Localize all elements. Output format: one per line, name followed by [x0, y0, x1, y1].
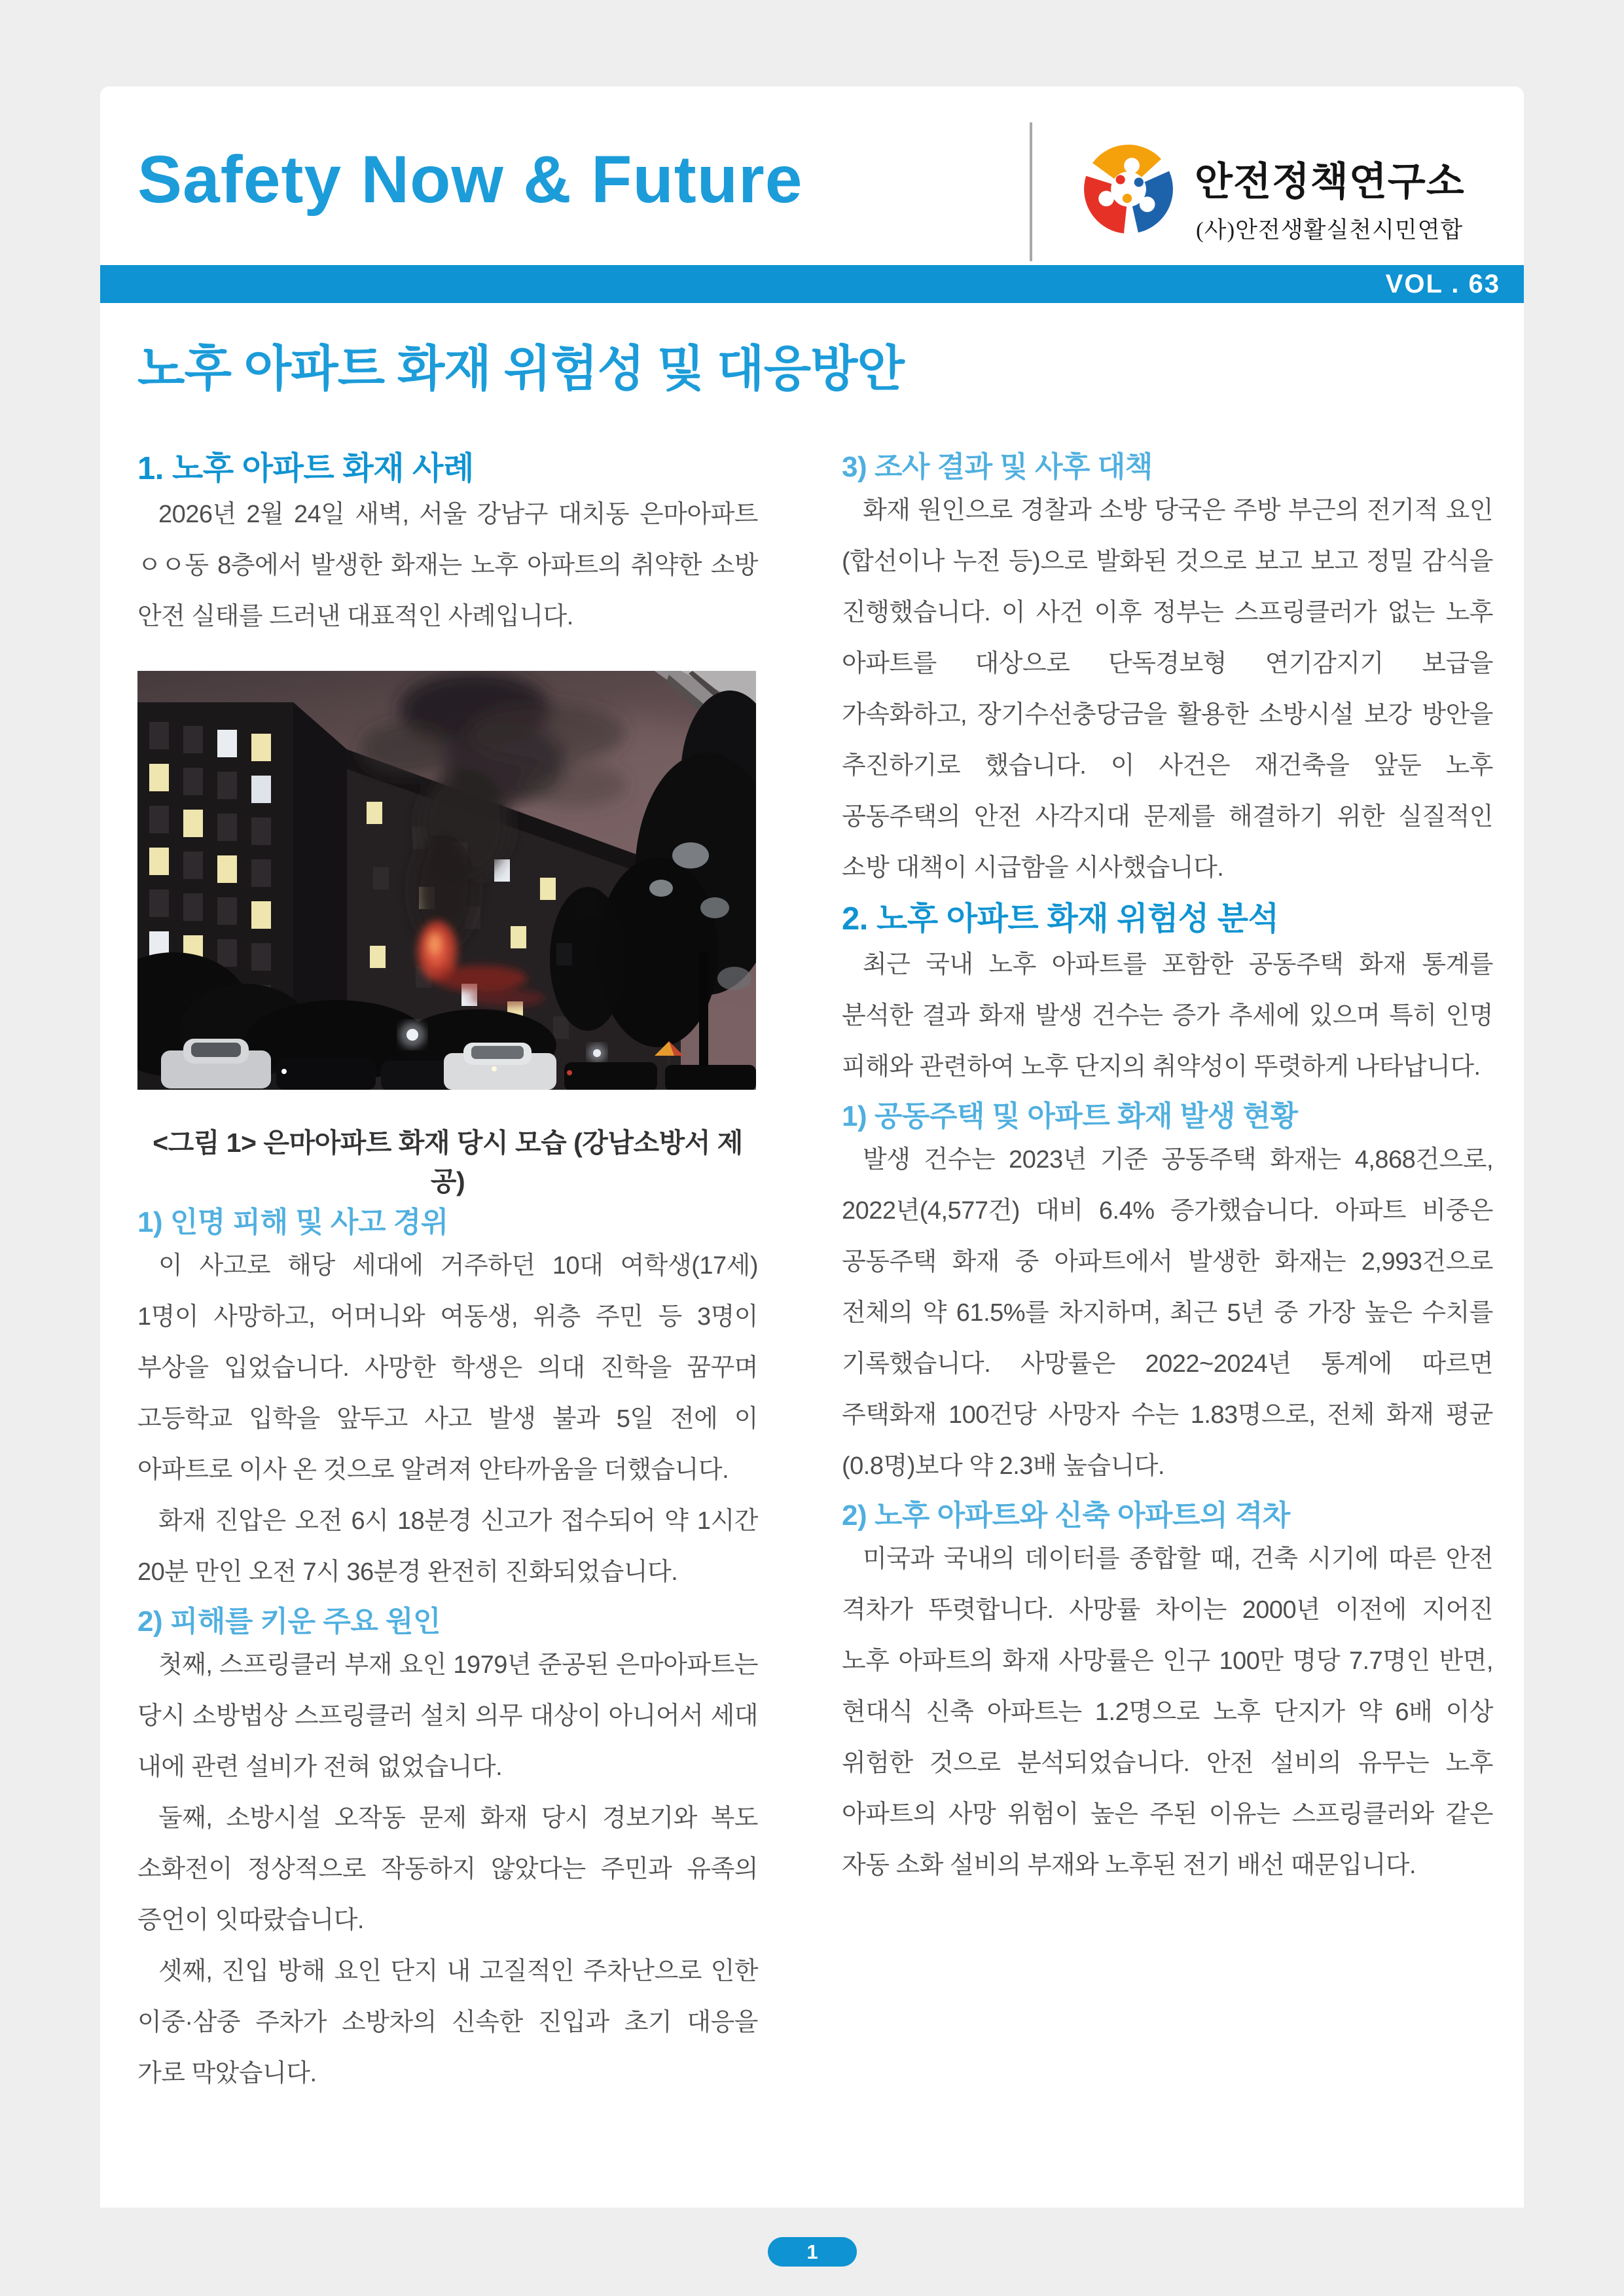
causes-paragraph-1: 첫째, 스프링클러 부재 요인 1979년 준공된 은마아파트는 당시 소방법상 스프링클러 설치 의무 대상이 아니어서 세대 내에 관련 설비가 전혀 없었습니다. [137, 1651, 758, 1781]
sub-heading-investigation: 3) 조사 결과 및 사후 대책 [842, 451, 1153, 483]
casualties-paragraph-2: 화재 진압은 오전 6시 18분경 신고가 접수되어 약 1시간 20분 만인 오전 7시 36분경 완전히 진화되었습니다. [137, 1507, 758, 1586]
figure-1 [137, 671, 758, 1198]
brand-title: Safety Now & Future [137, 142, 803, 217]
causes-paragraph-3: 셋째, 진입 방해 요인 단지 내 고질적인 주차난으로 인한 이중·삼중 주차가 소방차의 신속한 진입과 초기 대응을 가로 막았습니다. [137, 1958, 758, 2087]
figure-1-caption: <그림 1> 은마아파트 화재 당시 모습 (강남소방서 제공) [153, 1128, 743, 1196]
apartment-fire-photo [137, 671, 756, 1090]
fire-statistics-paragraph: 발생 건수는 2023년 기준 공동주택 화재는 4,868건으로, 2022년(4,577건) 대비 6.4% 증가했습니다. 아파트 비중은 공동주택 화재 중 아파트에서 발생한 화재는 2,993건으로 전체의 약 61.5%를 차지하며, 최근 5년 중 가장 높은 수치를 기록했습니다. 사망률은 2022~2024년 통계에 따르면 주택화재 100건당 사망자 수는 1.83명으로, 전체 화재 평균(0.8명)보다 약 2.3배 높습니다. [842, 1146, 1493, 1480]
page-title: 노후 아파트 화재 위험성 및 대응방안 [137, 341, 904, 396]
page-number-badge: 1 [768, 2237, 857, 2267]
safety-coalition-logo-icon [1077, 137, 1180, 241]
sub-heading-causes: 2) 피해를 키운 주요 원인 [137, 1605, 441, 1638]
causes-paragraph-2: 둘째, 소방시설 오작동 문제 화재 당시 경보기와 복도 소화전이 정상적으로 작동하지 않았다는 주민과 유족의 증언이 잇따랐습니다. [137, 1804, 758, 1934]
section-1-intro: 2026년 2월 24일 새벽, 서울 강남구 대치동 은마아파트 ㅇㅇ동 8층에서 발생한 화재는 노후 아파트의 취약한 소방 안전 실태를 드러낸 대표적인 사례입니다. [137, 501, 758, 630]
section-1-heading: 1. 노후 아파트 화재 사례 [137, 451, 474, 486]
left-column [137, 443, 758, 2099]
newsletter-page [100, 86, 1524, 2208]
section-2-intro: 최근 국내 노후 아파트를 포함한 공동주택 화재 통계를 분석한 결과 화재 발생 건수는 증가 추세에 있으며 특히 인명 피해와 관련하여 노후 단지의 취약성이 뚜렷하게 나타납니다. [842, 951, 1493, 1081]
header-divider [1030, 122, 1032, 261]
volume-label: VOL . 63 [1385, 270, 1500, 298]
old-vs-new-paragraph: 미국과 국내의 데이터를 종합할 때, 건축 시기에 따른 안전 격차가 뚜렷합니다. 사망률 차이는 2000년 이전에 지어진 노후 아파트의 화재 사망률은 인구 100만 명당 7.7명인 반면, 현대식 신축 아파트는 1.2명으로 노후 단지가 약 6배 이상 위험한 것으로 분석되었습니다. 안전 설비의 유무는 노후 아파트의 사망 위험이 높은 주된 이유는 스프링클러와 같은 자동 소화 설비의 부재와 노후된 전기 배선 때문입니다. [842, 1545, 1493, 1879]
org-name: 안전정책연구소 [1195, 160, 1465, 204]
sub-heading-casualties: 1) 인명 피해 및 사고 경위 [137, 1206, 448, 1238]
investigation-paragraph: 화재 원인으로 경찰과 소방 당국은 주방 부근의 전기적 요인(합선이나 누전 등)으로 발화된 것으로 보고 보고 정밀 감식을 진행했습니다. 이 사건 이후 정부는 스프링클러가 없는 노후 아파트를 대상으로 단독경보형 연기감지기 보급을 가속화하고, 장기수선충당금을 활용한 소방시설 보강 방안을 추진하기로 했습니다. 이 사건은 재건축을 앞둔 노후 공동주택의 안전 사각지대 문제를 해결하기 위한 실질적인 소방 대책이 시급함을 시사했습니다. [842, 497, 1493, 882]
right-column [842, 443, 1493, 1891]
org-subtitle: (사)안전생활실천시민연합 [1196, 217, 1464, 243]
sub-heading-fire-statistics: 1) 공동주택 및 아파트 화재 발생 현황 [842, 1100, 1298, 1132]
volume-bar [100, 265, 1524, 303]
section-2-heading: 2. 노후 아파트 화재 위험성 분석 [842, 901, 1279, 937]
casualties-paragraph-1: 이 사고로 해당 세대에 거주하던 10대 여학생(17세) 1명이 사망하고, 어머니와 여동생, 위층 주민 등 3명이 부상을 입었습니다. 사망한 학생은 의대 진학을 꿈꾸며 고등학교 입학을 앞두고 사고 발생 불과 5일 전에 이 아파트로 이사 온 것으로 알려져 안타까움을 더했습니다. [137, 1252, 758, 1484]
sub-heading-old-vs-new: 2) 노후 아파트와 신축 아파트의 격차 [842, 1499, 1290, 1532]
